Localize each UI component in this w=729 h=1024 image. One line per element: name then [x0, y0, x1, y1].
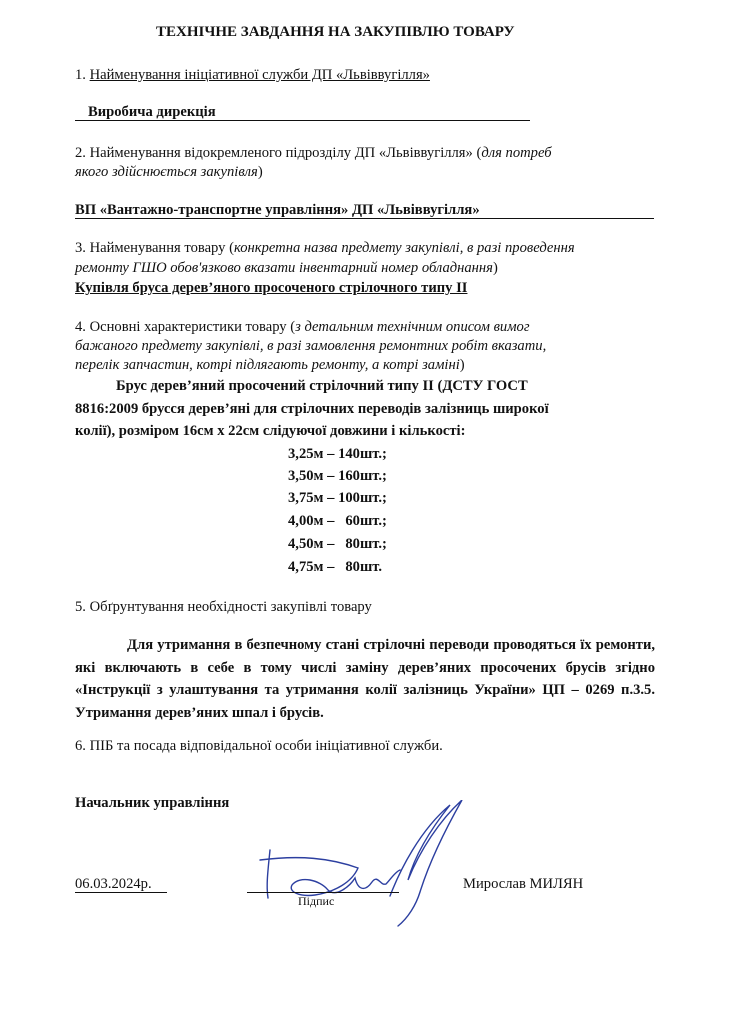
section2-value: ВП «Вантажно-транспортне управління» ДП «Львіввугілля»: [75, 202, 480, 218]
section4-desc-line3: колії), розміром 16см х 22см слідуючої довжини і кількості:: [75, 423, 466, 439]
quantity-item: 3,50м – 160шт.;: [288, 468, 387, 484]
section6-heading: 6. ПІБ та посада відповідальної особи ініціативної служби.: [75, 738, 443, 754]
section1-value: Виробича дирекція: [88, 104, 216, 120]
date-value: 06.03.2024р.: [75, 876, 152, 892]
section3-heading-line1: 3. Найменування товару (конкретна назва предмету закупівлі, в разі проведення: [75, 240, 575, 256]
section4-heading-line1: 4. Основні характеристики товару (з детальним технічним описом вимог: [75, 319, 530, 335]
quantity-item: 3,75м – 100шт.;: [288, 490, 387, 506]
signer-name: Мирослав МИЛЯН: [463, 876, 584, 892]
section3-heading-line2: ремонту ГШО обов'язково вказати інвентарний номер обладнання): [75, 260, 498, 276]
section3-value: Купівля бруса дерев’яного просоченого стрілочного типу ІІ: [75, 280, 468, 296]
section1-number: 1.: [75, 67, 86, 83]
signature-image: [240, 800, 480, 930]
date-underline: [75, 892, 167, 893]
section2-underline: [75, 218, 654, 219]
section4-heading-line2: бажаного предмету закупівлі, в разі замовлення ремонтних робіт вказати,: [75, 338, 547, 354]
section1-label: Найменування ініціативної служби ДП «Львіввугілля»: [89, 67, 430, 83]
quantity-item: 3,25м – 140шт.;: [288, 446, 387, 462]
section2-heading-line1: 2. Найменування відокремленого підрозділу ДП «Львіввугілля» (для потреб: [75, 145, 552, 161]
section2-heading-line2: якого здійснюється закупівля): [75, 164, 263, 180]
section4-desc-line1: Брус дерев’яний просочений стрілочний типу ІІ (ДСТУ ГОСТ: [116, 378, 528, 394]
section4-heading-line3: перелік запчастин, котрі підлягають ремонту, а котрі заміні): [75, 357, 465, 373]
section5-heading: 5. Обґрунтування необхідності закупівлі товару: [75, 599, 372, 615]
section5-text: Для утримання в безпечному стані стрілочні переводи проводяться їх ремонти, які включають в себе в тому числі заміну дерев’яних просочених брусів згідно «Інструкції з улаштування та утримання колії залізниць України» ЦП – 0269 п.3.5. Утримання дерев’яних шпал і брусів.: [75, 637, 655, 721]
quantity-item: 4,50м – 80шт.;: [288, 536, 387, 552]
quantity-item: 4,00м – 60шт.;: [288, 513, 387, 529]
quantity-item: 4,75м – 80шт.: [288, 559, 383, 575]
section1-underline: [75, 120, 530, 121]
section1-heading: [75, 66, 430, 84]
signature-caption: Підпис: [298, 894, 335, 908]
document-title: ТЕХНІЧНЕ ЗАВДАННЯ НА ЗАКУПІВЛЮ ТОВАРУ: [156, 24, 515, 40]
section4-desc-line2: 8816:2009 брусся дерев’яні для стрілочних переводів залізниць широкої: [75, 401, 549, 417]
position-title: Начальник управління: [75, 795, 230, 811]
